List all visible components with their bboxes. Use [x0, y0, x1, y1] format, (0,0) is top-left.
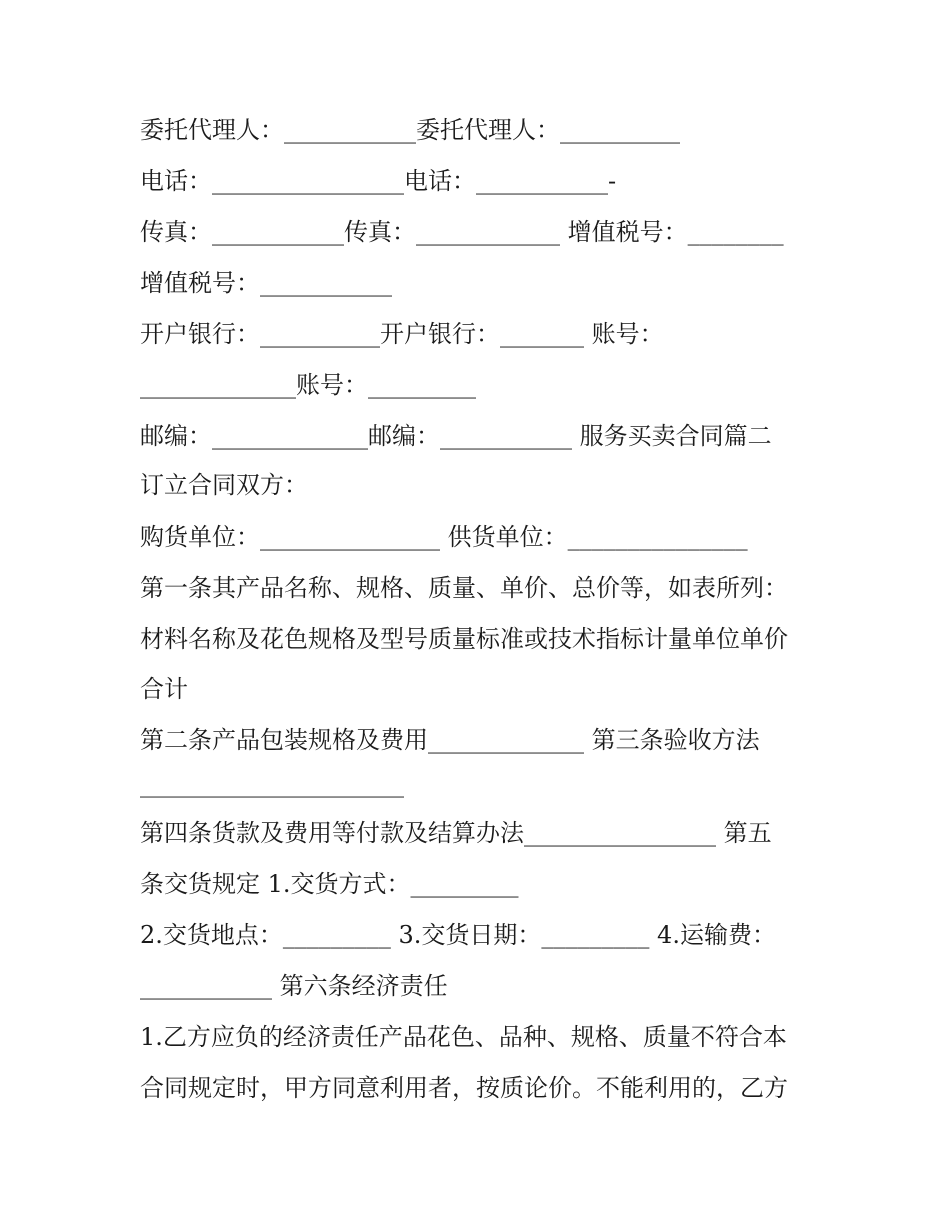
- text-line: 第四条货款及费用等付款及结算办法________________ 第五: [140, 819, 772, 847]
- text-line: 电话：________________电话：___________-: [140, 167, 617, 195]
- text-line: ___________ 第六条经济责任: [140, 972, 448, 1000]
- text-line: 开户银行：__________开户银行：_______ 账号：: [140, 320, 664, 348]
- text-line: 第二条产品包装规格及费用_____________ 第三条验收方法: [140, 726, 760, 754]
- text-line: 1.乙方应负的经济责任产品花色、品种、规格、质量不符合本: [140, 1023, 787, 1051]
- text-line: 第一条其产品名称、规格、质量、单价、总价等，如表所列：: [140, 574, 788, 602]
- text-line: 条交货规定 1.交货方式：_________: [140, 870, 519, 898]
- text-line: 材料名称及花色规格及型号质量标准或技术指标计量单位单价: [140, 625, 788, 653]
- text-line: 2.交货地点：_________ 3.交货日期：_________ 4.运输费：: [140, 921, 776, 949]
- text-line: 合同规定时，甲方同意利用者，按质论价。不能利用的，乙方: [140, 1074, 788, 1102]
- text-line: 邮编：_____________邮编：___________ 服务买卖合同篇二: [140, 422, 772, 450]
- text-line: _____________账号：_________: [140, 371, 476, 399]
- text-line: ______________________: [140, 770, 404, 798]
- text-line: 委托代理人：___________委托代理人：__________: [140, 116, 680, 144]
- text-line: 传真：___________传真：____________ 增值税号：________: [140, 218, 784, 246]
- text-line: 购货单位：_______________ 供货单位：_______________: [140, 523, 748, 551]
- text-line: 增值税号：___________: [140, 269, 392, 297]
- text-line: 订立合同双方：: [140, 471, 308, 499]
- text-line: 合计: [140, 675, 188, 703]
